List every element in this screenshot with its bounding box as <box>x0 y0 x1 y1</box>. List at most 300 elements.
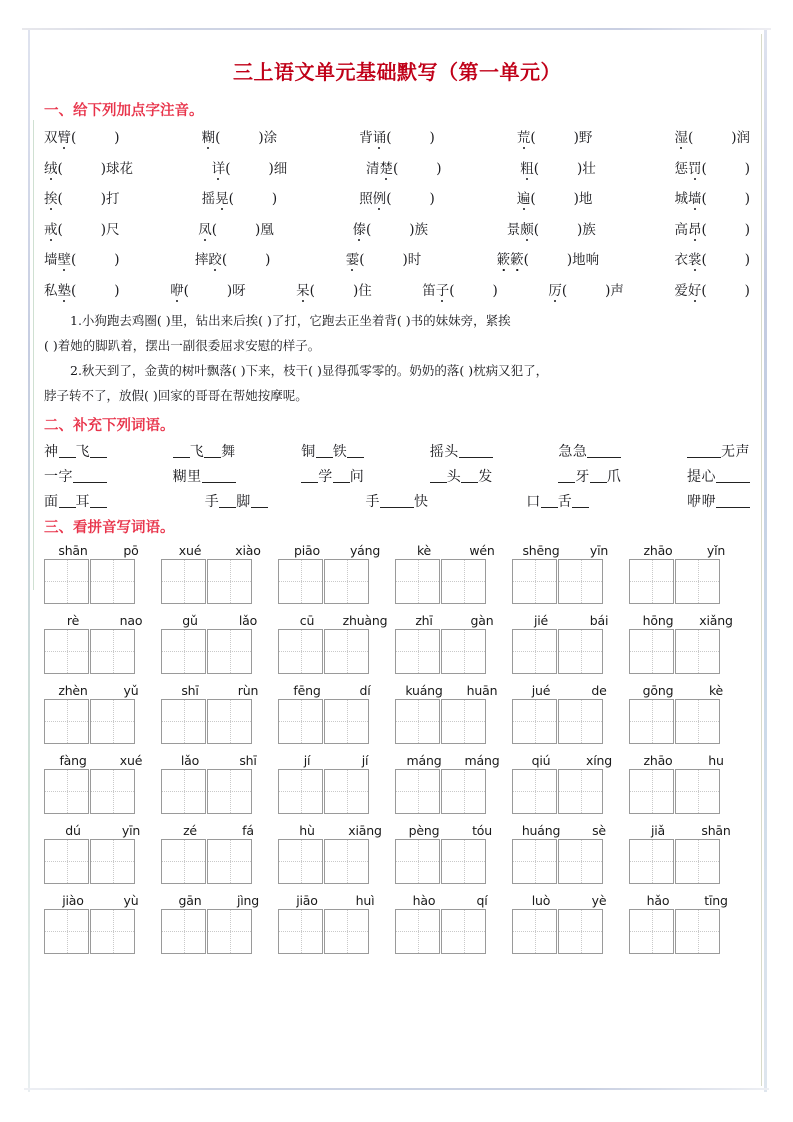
tianzige-cell[interactable] <box>395 699 440 744</box>
idiom-item[interactable] <box>430 466 493 486</box>
idiom-blank[interactable] <box>90 457 107 458</box>
page-title: 三上语文单元基础默写（第一单元） <box>233 60 561 84</box>
annotation-prefix: 照 <box>359 191 373 207</box>
pinyin-syllable: wén <box>469 542 495 558</box>
idiom-char: 一字 <box>44 468 73 485</box>
idiom-char: 头 <box>446 468 462 485</box>
idiom-blank[interactable] <box>219 507 236 508</box>
dotted-character: 裳 <box>688 248 702 268</box>
exercise-sentence-line <box>44 384 750 407</box>
tianzige-cell[interactable] <box>90 629 135 674</box>
idiom-blank[interactable] <box>716 507 733 508</box>
dotted-character: 子 <box>436 279 450 299</box>
answer-blank-open[interactable]: ( <box>392 160 399 177</box>
tianzige-cell[interactable] <box>161 769 206 814</box>
annotation-item[interactable] <box>195 248 271 268</box>
dotted-character: 罚 <box>688 157 702 177</box>
answer-blank-open[interactable]: ( <box>701 252 707 268</box>
idiom-blank[interactable] <box>716 482 733 483</box>
writing-grid-word <box>278 769 394 814</box>
idiom-item[interactable] <box>558 441 621 461</box>
tianzige-cell[interactable] <box>512 769 557 814</box>
annotation-row <box>44 218 750 238</box>
idiom-item[interactable] <box>44 491 107 511</box>
idiom-blank[interactable] <box>733 482 750 483</box>
tianzige-cell[interactable] <box>90 699 135 744</box>
idiom-blank[interactable] <box>461 482 478 483</box>
annotation-item[interactable] <box>517 187 593 207</box>
answer-blank-close: )地响 <box>566 252 600 268</box>
idiom-item[interactable] <box>687 491 750 511</box>
writing-grid-row <box>44 839 750 884</box>
annotation-item[interactable] <box>497 248 600 268</box>
annotation-item[interactable] <box>520 157 596 177</box>
annotation-item[interactable] <box>170 279 246 299</box>
annotation-item[interactable] <box>674 279 750 299</box>
annotation-item[interactable] <box>359 187 435 207</box>
answer-blank-open[interactable]: ( <box>530 191 536 207</box>
annotation-item[interactable] <box>44 248 120 268</box>
idiom-char: 摇头 <box>429 443 459 460</box>
pinyin-word <box>395 613 511 628</box>
pinyin-syllable: yīn <box>121 822 141 838</box>
pinyin-word <box>44 613 160 628</box>
dotted-character: 湿 <box>674 126 688 146</box>
pinyin-syllable: hù <box>299 822 315 838</box>
idiom-blank[interactable] <box>59 457 76 458</box>
idiom-item[interactable] <box>687 466 750 486</box>
tianzige-cell[interactable] <box>675 909 720 954</box>
idiom-item[interactable] <box>205 491 268 511</box>
answer-blank-open[interactable]: ( <box>523 252 529 268</box>
dotted-character: 粗 <box>520 157 534 177</box>
idiom-blank[interactable] <box>173 457 190 458</box>
idiom-item[interactable] <box>558 466 621 486</box>
answer-blank-open[interactable]: ( <box>533 221 539 238</box>
idiom-blank[interactable] <box>73 482 90 483</box>
pinyin-row <box>44 613 750 628</box>
tianzige-cell[interactable] <box>395 909 440 954</box>
tianzige-cell[interactable] <box>441 909 486 954</box>
answer-blank-open[interactable]: ( <box>687 130 694 146</box>
tianzige-cell[interactable] <box>629 769 674 814</box>
annotation-item[interactable] <box>352 218 428 238</box>
section-1-heading: 一、给下列加点字注音。 <box>44 103 204 119</box>
tianzige-cell[interactable] <box>558 839 603 884</box>
idiom-blank[interactable] <box>733 507 750 508</box>
idiom-blank[interactable] <box>558 482 575 483</box>
answer-blank-close: )野 <box>573 130 593 146</box>
annotation-item[interactable] <box>517 126 593 146</box>
answer-blank-open[interactable]: ( <box>359 252 365 268</box>
idiom-blank[interactable] <box>59 507 76 508</box>
tianzige-cell[interactable] <box>161 699 206 744</box>
page-border-accent-left <box>33 120 34 590</box>
tianzige-cell[interactable] <box>161 909 206 954</box>
idiom-blank[interactable] <box>251 507 268 508</box>
exercise-sentence-line <box>44 359 750 382</box>
writing-grid-word <box>629 769 745 814</box>
tianzige-cell[interactable] <box>441 839 486 884</box>
pinyin-syllable: shī <box>239 752 257 768</box>
answer-blank-open[interactable]: ( <box>533 160 539 177</box>
writing-grid-word <box>278 909 394 954</box>
tianzige-cell[interactable] <box>512 909 557 954</box>
idiom-char: 飞 <box>189 443 205 460</box>
answer-blank-close: ) <box>429 130 435 146</box>
answer-blank-open[interactable]: ( <box>71 130 77 146</box>
answer-blank-open[interactable]: ( <box>701 191 707 207</box>
pinyin-syllable: tóu <box>472 822 492 838</box>
pinyin-syllable: shān <box>701 822 731 838</box>
tianzige-cell[interactable] <box>629 699 674 744</box>
annotation-item[interactable] <box>202 187 278 207</box>
pinyin-syllable: pō <box>123 542 139 558</box>
idiom-item[interactable] <box>173 441 236 461</box>
tianzige-cell[interactable] <box>512 699 557 744</box>
idiom-char: 铁 <box>332 443 348 460</box>
pinyin-word <box>161 683 277 698</box>
idiom-blank[interactable] <box>90 482 107 483</box>
idiom-blank[interactable] <box>347 457 364 458</box>
annotation-item[interactable] <box>44 157 133 177</box>
writing-grid-word <box>395 839 511 884</box>
idiom-blank[interactable] <box>90 507 107 508</box>
idiom-blank[interactable] <box>219 482 236 483</box>
dotted-character: 绒 <box>44 157 58 177</box>
answer-blank-open[interactable]: ( <box>57 221 63 238</box>
dotted-character: 跤 <box>208 248 222 268</box>
tianzige-cell[interactable] <box>324 909 369 954</box>
writing-grid-word <box>512 839 628 884</box>
tianzige-cell[interactable] <box>278 839 323 884</box>
tianzige-cell[interactable] <box>161 629 206 674</box>
tianzige-cell[interactable] <box>441 559 486 604</box>
pinyin-word <box>161 543 277 558</box>
pinyin-syllable: gōng <box>642 682 674 698</box>
tianzige-cell[interactable] <box>44 839 89 884</box>
tianzige-cell[interactable] <box>558 769 603 814</box>
writing-grid-word <box>44 629 160 674</box>
annotation-item[interactable] <box>548 279 624 299</box>
annotation-item[interactable] <box>212 157 288 177</box>
exercise-sentence-line <box>44 309 750 332</box>
idiom-blank[interactable] <box>430 482 447 483</box>
answer-blank-close: ) <box>429 191 435 207</box>
annotation-item[interactable] <box>346 248 422 268</box>
tianzige-cell[interactable] <box>90 769 135 814</box>
tianzige-cell[interactable] <box>44 909 89 954</box>
idiom-char: 爪 <box>606 468 622 485</box>
writing-grid-word <box>161 699 277 744</box>
answer-blank-open[interactable]: ( <box>183 282 189 299</box>
tianzige-cell[interactable] <box>441 769 486 814</box>
writing-grid-word <box>629 629 745 674</box>
pinyin-word <box>278 543 394 558</box>
tianzige-cell[interactable] <box>278 629 323 674</box>
answer-blank-open[interactable]: ( <box>386 191 392 207</box>
tianzige-cell[interactable] <box>558 699 603 744</box>
pinyin-word <box>395 753 511 768</box>
idiom-char: 糊里 <box>172 468 202 485</box>
idiom-blank[interactable] <box>590 482 607 483</box>
pinyin-syllable: hu <box>708 752 724 768</box>
tianzige-cell[interactable] <box>90 839 135 884</box>
tianzige-cell[interactable] <box>675 699 720 744</box>
dotted-character: 楚 <box>379 157 393 177</box>
pinyin-word <box>395 543 511 558</box>
tianzige-cell[interactable] <box>207 769 252 814</box>
annotation-prefix: 清 <box>365 160 380 177</box>
tianzige-cell[interactable] <box>675 629 720 674</box>
tianzige-cell[interactable] <box>278 909 323 954</box>
idiom-blank[interactable] <box>380 507 397 508</box>
pinyin-word <box>44 543 160 558</box>
idiom-blank[interactable] <box>204 457 221 458</box>
annotation-item[interactable] <box>359 126 435 146</box>
annotation-item[interactable] <box>296 279 372 299</box>
tianzige-cell[interactable] <box>395 629 440 674</box>
idiom-item[interactable] <box>173 466 236 486</box>
idiom-blank[interactable] <box>459 457 476 458</box>
answer-blank-open[interactable]: ( <box>221 252 228 268</box>
tianzige-cell[interactable] <box>207 909 252 954</box>
idiom-blank[interactable] <box>587 457 604 458</box>
answer-blank-close: )时 <box>402 252 422 268</box>
tianzige-cell[interactable] <box>395 839 440 884</box>
idiom-char: 急急 <box>558 443 588 460</box>
section-2-rows <box>44 441 750 511</box>
annotation-row <box>44 187 750 207</box>
pinyin-word <box>512 613 628 628</box>
pinyin-syllable: sè <box>592 822 606 838</box>
annotation-item[interactable] <box>674 218 750 238</box>
dotted-character: 霎 <box>346 248 360 268</box>
tianzige-cell[interactable] <box>44 769 89 814</box>
answer-blank-close: )呀 <box>226 282 246 299</box>
annotation-item[interactable] <box>44 126 120 146</box>
tianzige-cell[interactable] <box>207 629 252 674</box>
tianzige-cell[interactable] <box>90 559 135 604</box>
writing-grid-word <box>44 839 160 884</box>
annotation-item[interactable] <box>198 218 274 238</box>
idiom-blank[interactable] <box>333 482 350 483</box>
answer-blank-close: ) <box>265 252 271 268</box>
tianzige-cell[interactable] <box>324 769 369 814</box>
tianzige-cell[interactable] <box>558 629 603 674</box>
annotation-item[interactable] <box>674 157 750 177</box>
annotation-item[interactable] <box>507 218 596 238</box>
tianzige-cell[interactable] <box>675 839 720 884</box>
idiom-item[interactable] <box>526 491 589 511</box>
idiom-item[interactable] <box>366 491 429 511</box>
idiom-blank[interactable] <box>397 507 414 508</box>
writing-grid-row <box>44 629 750 674</box>
pinyin-syllable: xiào <box>235 542 261 558</box>
annotation-item[interactable] <box>202 126 278 146</box>
pinyin-syllable: qiú <box>531 752 551 768</box>
annotation-item[interactable] <box>366 157 442 177</box>
answer-blank-open[interactable]: ( <box>365 221 372 238</box>
pinyin-syllable: jiào <box>62 892 84 908</box>
answer-blank-open[interactable]: ( <box>57 191 63 207</box>
tianzige-cell[interactable] <box>512 839 557 884</box>
idiom-item[interactable] <box>301 441 364 461</box>
pinyin-word <box>629 543 745 558</box>
answer-blank-open[interactable]: ( <box>211 221 218 238</box>
section-3-grid <box>44 543 750 954</box>
tianzige-cell[interactable] <box>324 699 369 744</box>
annotation-item[interactable] <box>674 248 750 268</box>
idiom-char: 发 <box>478 468 493 485</box>
tianzige-cell[interactable] <box>395 769 440 814</box>
answer-blank-open[interactable]: ( <box>57 160 63 177</box>
idiom-blank[interactable] <box>704 457 721 458</box>
dotted-character: 簌簌 <box>497 248 524 268</box>
annotation-prefix: 高 <box>674 221 688 238</box>
answer-blank-open[interactable]: ( <box>71 282 77 299</box>
page-border-bottom <box>24 1088 769 1090</box>
tianzige-cell[interactable] <box>161 839 206 884</box>
idiom-char: 耳 <box>75 493 90 510</box>
annotation-item[interactable] <box>422 279 498 299</box>
annotation-prefix: 爱 <box>674 282 688 299</box>
tianzige-cell[interactable] <box>207 839 252 884</box>
annotation-item[interactable] <box>44 218 120 238</box>
tianzige-cell[interactable] <box>629 629 674 674</box>
annotation-item[interactable] <box>44 279 120 299</box>
pinyin-syllable: kè <box>708 682 724 698</box>
answer-blank-close: )族 <box>576 221 596 238</box>
answer-blank-open[interactable]: ( <box>228 191 234 207</box>
idiom-blank[interactable] <box>316 457 333 458</box>
idiom-item[interactable] <box>430 441 493 461</box>
pinyin-syllable: fēng <box>293 682 321 698</box>
answer-blank-close: )住 <box>352 282 372 299</box>
idiom-blank[interactable] <box>541 507 558 508</box>
tianzige-cell[interactable] <box>512 559 557 604</box>
exercise-sentence-line <box>44 334 750 357</box>
tianzige-cell[interactable] <box>675 559 720 604</box>
pinyin-syllable: jí <box>303 752 311 768</box>
tianzige-cell[interactable] <box>161 559 206 604</box>
answer-blank-open[interactable]: ( <box>449 282 455 299</box>
sentence-text: ( )着她的脚趴着，摆出一副很委屈求安慰的样子。 <box>44 338 321 354</box>
tianzige-cell[interactable] <box>207 699 252 744</box>
pinyin-word <box>44 823 160 838</box>
sentence-text: 1.小狗跑去鸡圈( )里，钻出来后挨( )了打，它跑去正坐着背( )书的妹妹旁，紧挨 <box>70 313 511 328</box>
idiom-blank[interactable] <box>572 507 589 508</box>
answer-blank-open[interactable]: ( <box>561 282 568 299</box>
annotation-prefix: 摔 <box>194 252 209 268</box>
tianzige-cell[interactable] <box>207 559 252 604</box>
idiom-blank[interactable] <box>301 482 318 483</box>
answer-blank-open[interactable]: ( <box>701 282 707 299</box>
answer-blank-close: ) <box>744 191 750 207</box>
dotted-character: 颇 <box>520 218 534 238</box>
tianzige-cell[interactable] <box>324 559 369 604</box>
tianzige-cell[interactable] <box>90 909 135 954</box>
tianzige-cell[interactable] <box>512 629 557 674</box>
tianzige-cell[interactable] <box>558 909 603 954</box>
page-border-right <box>764 30 767 1092</box>
annotation-row <box>44 279 750 299</box>
tianzige-cell[interactable] <box>278 769 323 814</box>
tianzige-cell[interactable] <box>441 629 486 674</box>
section-1-sentences <box>44 309 750 408</box>
annotation-item[interactable] <box>674 187 750 207</box>
pinyin-word <box>44 753 160 768</box>
pinyin-word <box>278 823 394 838</box>
answer-blank-open[interactable]: ( <box>701 221 707 238</box>
writing-grid-word <box>629 699 745 744</box>
pinyin-word <box>512 543 628 558</box>
answer-blank-open[interactable]: ( <box>701 160 707 177</box>
answer-blank-close: )族 <box>409 221 429 238</box>
tianzige-cell[interactable] <box>395 559 440 604</box>
answer-blank-open[interactable]: ( <box>386 130 392 146</box>
pinyin-syllable: zhāo <box>643 752 673 768</box>
tianzige-cell[interactable] <box>324 839 369 884</box>
tianzige-cell[interactable] <box>558 559 603 604</box>
idiom-row <box>44 466 750 486</box>
writing-grid-word <box>395 559 511 604</box>
idiom-item[interactable] <box>44 466 107 486</box>
idiom-char: 舞 <box>221 443 236 460</box>
tianzige-cell[interactable] <box>44 559 89 604</box>
pinyin-syllable: pèng <box>408 822 440 838</box>
pinyin-syllable: yù <box>123 892 139 908</box>
tianzige-cell[interactable] <box>44 629 89 674</box>
answer-blank-open[interactable]: ( <box>309 282 315 299</box>
tianzige-cell[interactable] <box>675 769 720 814</box>
answer-blank-open[interactable]: ( <box>530 130 536 146</box>
tianzige-cell[interactable] <box>278 699 323 744</box>
tianzige-cell[interactable] <box>278 559 323 604</box>
tianzige-cell[interactable] <box>324 629 369 674</box>
answer-blank-open[interactable]: ( <box>71 252 77 268</box>
pinyin-word <box>629 823 745 838</box>
writing-grid-word <box>395 909 511 954</box>
tianzige-cell[interactable] <box>441 699 486 744</box>
tianzige-cell[interactable] <box>629 559 674 604</box>
annotation-item[interactable] <box>674 126 750 146</box>
idiom-char: 脚 <box>236 493 251 510</box>
answer-blank-close: ) <box>744 221 750 238</box>
idiom-blank[interactable] <box>202 482 219 483</box>
idiom-blank[interactable] <box>476 457 493 458</box>
idiom-item[interactable] <box>687 441 750 461</box>
dotted-character: 臂 <box>58 126 72 146</box>
answer-blank-open[interactable]: ( <box>225 160 231 177</box>
pinyin-syllable: jiǎ <box>650 822 665 838</box>
tianzige-cell[interactable] <box>629 909 674 954</box>
idiom-blank[interactable] <box>687 457 704 458</box>
tianzige-cell[interactable] <box>44 699 89 744</box>
annotation-row <box>44 126 750 146</box>
idiom-blank[interactable] <box>604 457 621 458</box>
writing-grid-word <box>629 839 745 884</box>
pinyin-syllable: xué <box>119 752 143 768</box>
idiom-char: 咿咿 <box>687 493 716 510</box>
idiom-item[interactable] <box>301 466 364 486</box>
tianzige-cell[interactable] <box>629 839 674 884</box>
pinyin-syllable: rè <box>66 612 80 628</box>
annotation-item[interactable] <box>44 187 120 207</box>
idiom-item[interactable] <box>44 441 107 461</box>
pinyin-word <box>395 683 511 698</box>
answer-blank-open[interactable]: ( <box>215 130 221 146</box>
